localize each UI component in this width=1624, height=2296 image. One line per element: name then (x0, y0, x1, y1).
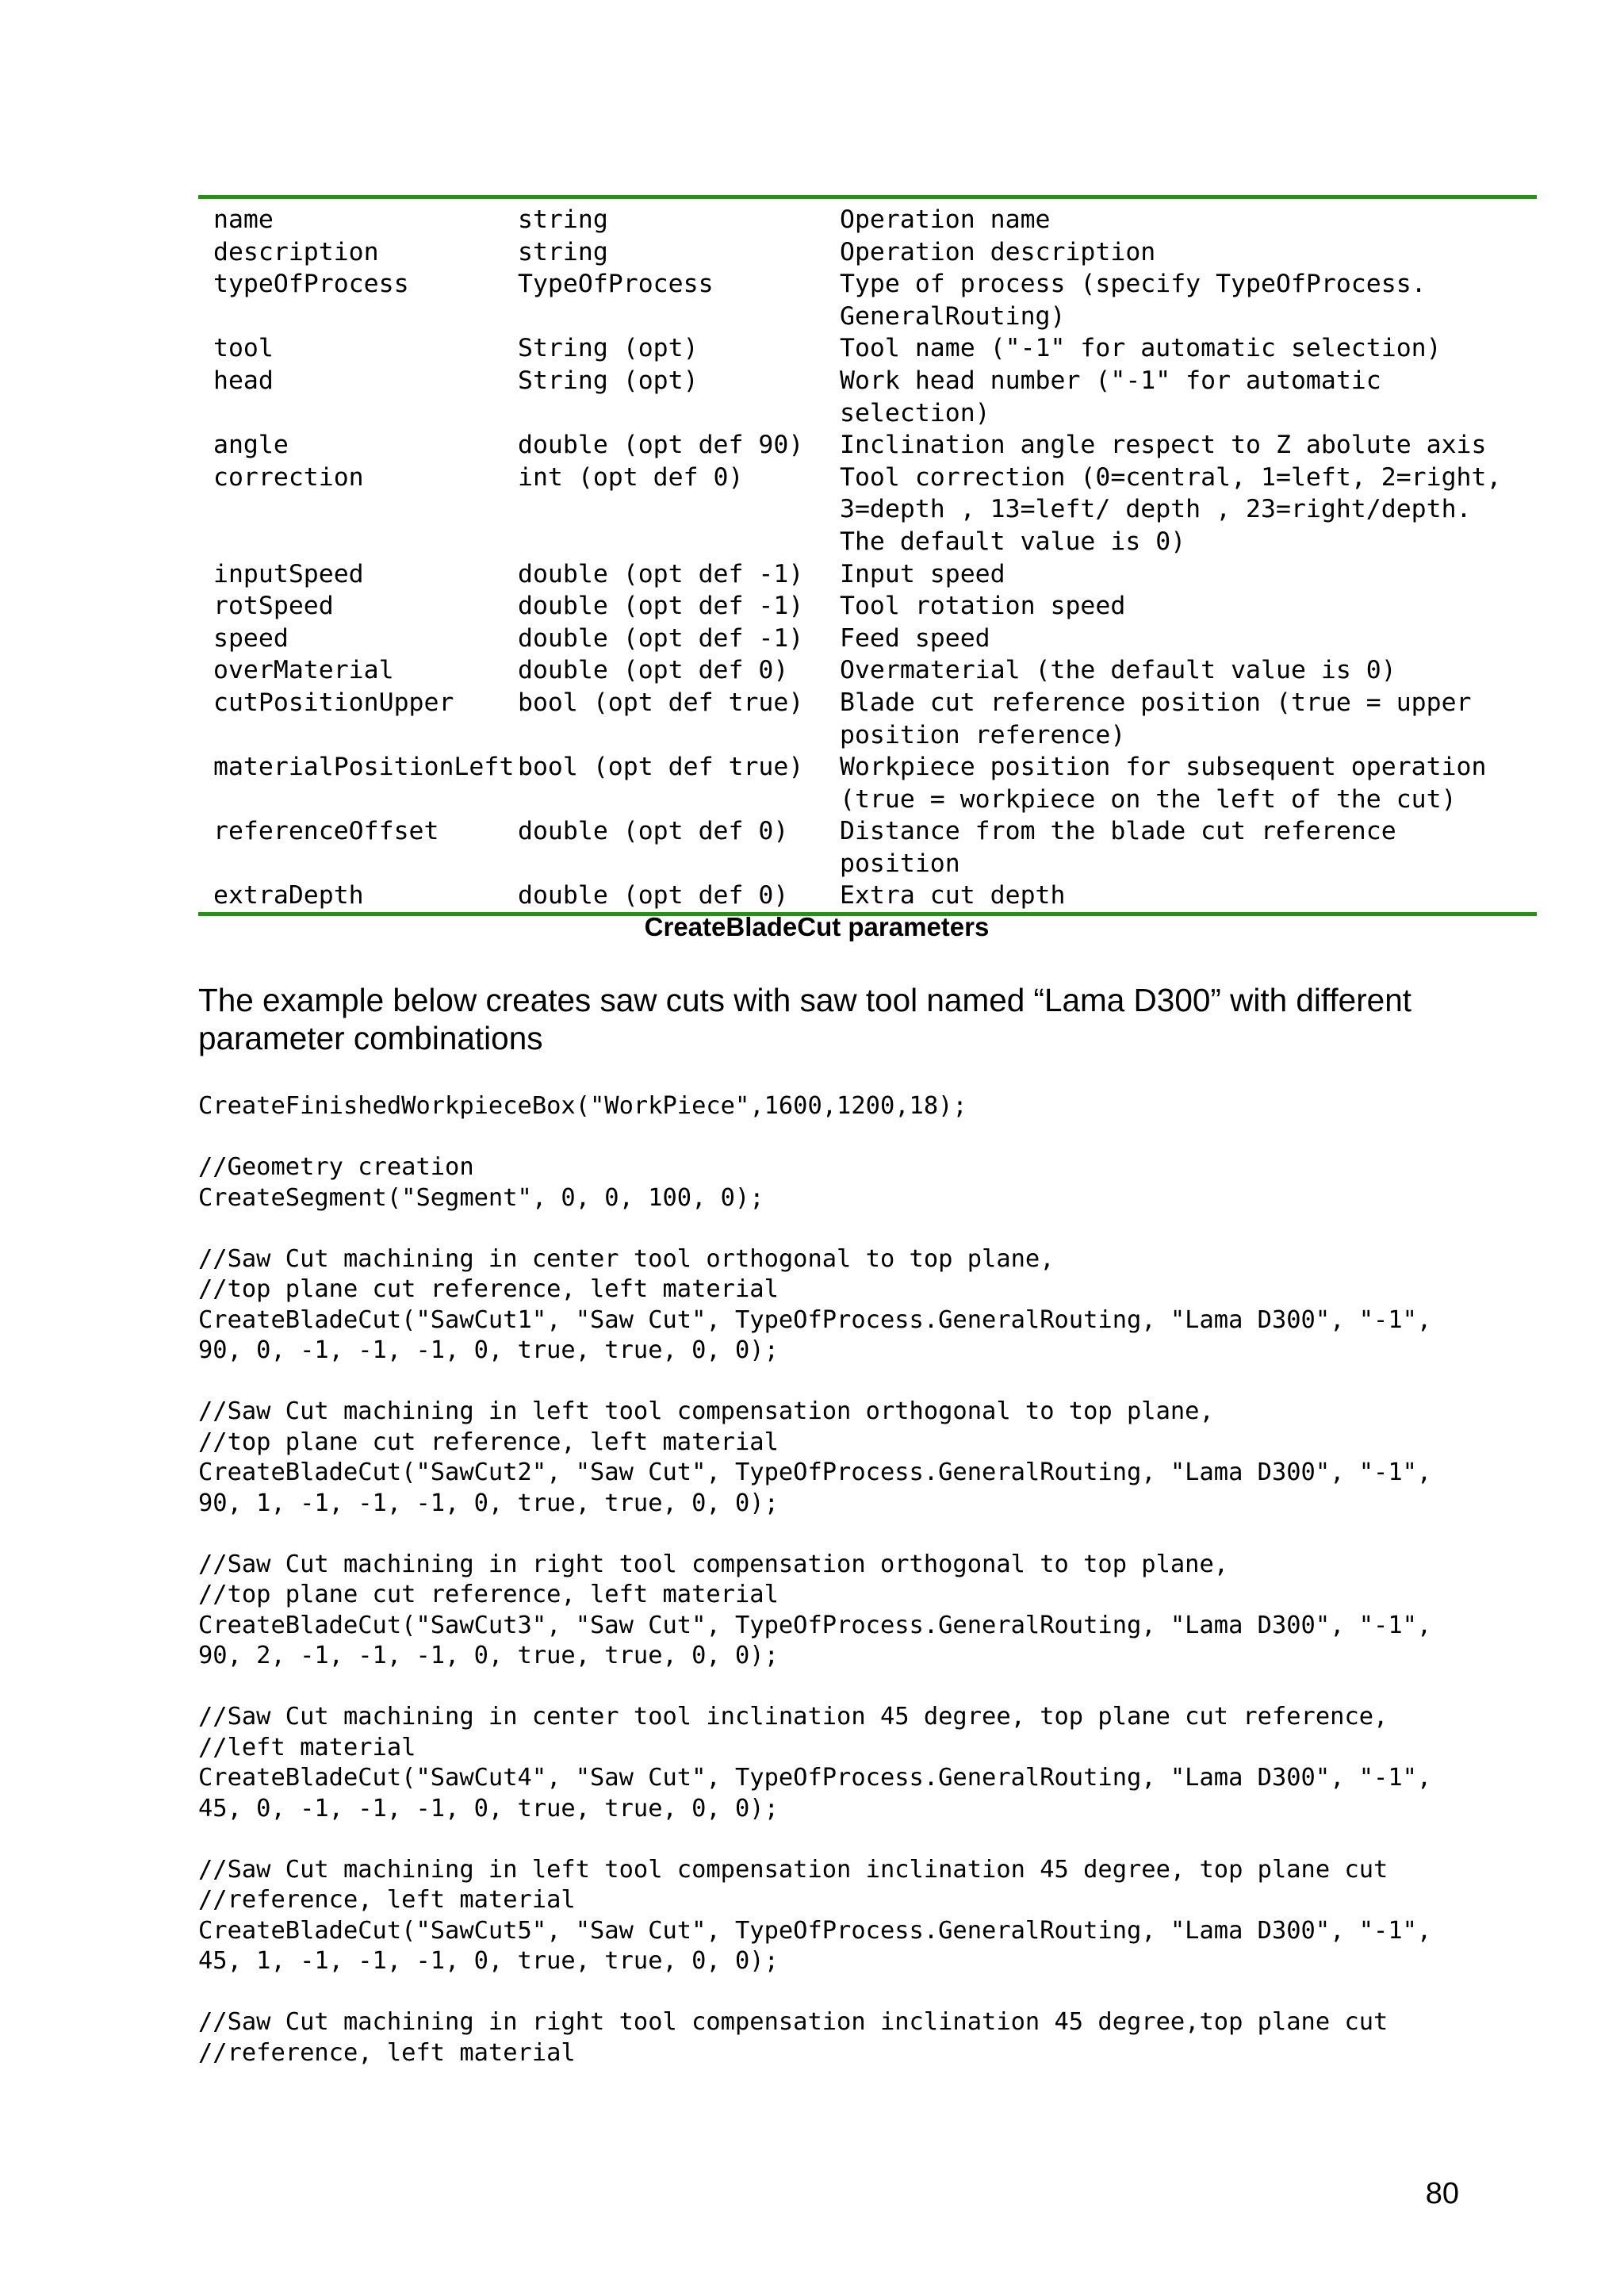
param-type: int (opt def 0) (518, 462, 744, 492)
code-line: //Saw Cut machining in right tool compensation inclination 45 degree,top plane cut (198, 2008, 1388, 2036)
code-line: //Saw Cut machining in left tool compensation inclination 45 degree, top plane cut (198, 1855, 1388, 1884)
param-type: bool (opt def true) (518, 688, 804, 717)
param-name: referenceOffset (213, 817, 439, 846)
param-name: overMaterial (213, 656, 394, 685)
code-line (198, 1672, 1546, 1703)
param-name: tool (213, 334, 274, 363)
code-line: //Saw Cut machining in center tool inclination 45 degree, top plane cut reference, (198, 1703, 1388, 1731)
code-line: //left material (198, 1733, 416, 1761)
intro-paragraph: The example below creates saw cuts with saw tool named “Lama D300” with different parameter combinations (198, 982, 1411, 1056)
table-row (198, 429, 1537, 462)
param-type: double (opt def -1) (518, 623, 804, 653)
table-row (198, 268, 1537, 332)
param-description: Tool rotation speed (840, 592, 1126, 621)
table-row (198, 687, 1537, 751)
code-line: //Saw Cut machining in left tool compensation orthogonal to top plane, (198, 1397, 1214, 1425)
page-number: 80 (1425, 2177, 1459, 2210)
param-description: Inclination angle respect to Z abolute axis (840, 431, 1487, 460)
code-line: //top plane cut reference, left material (198, 1428, 779, 1456)
code-line: //top plane cut reference, left material (198, 1581, 779, 1608)
param-description: Operation description (840, 237, 1156, 266)
code-line: 90, 1, -1, -1, -1, 0, true, true, 0, 0); (198, 1489, 779, 1517)
param-type: double (opt def 0) (518, 817, 789, 846)
param-description: Input speed (840, 559, 1005, 588)
code-line: //reference, left material (198, 2038, 576, 2067)
param-description: Extra cut depth (840, 881, 1066, 910)
code-line: 45, 0, -1, -1, -1, 0, true, true, 0, 0); (198, 1794, 779, 1823)
code-line: //Saw Cut machining in right tool compensation orthogonal to top plane, (198, 1550, 1229, 1578)
table-row (198, 623, 1537, 655)
param-description: Overmaterial (the default value is 0) (840, 656, 1396, 685)
table-row (198, 462, 1537, 558)
code-line: CreateBladeCut("SawCut3", "Saw Cut", TypeOfProcess.GeneralRouting, "Lama D300", "-1", (198, 1611, 1432, 1639)
param-description: Feed speed (840, 623, 990, 653)
table-row (198, 236, 1537, 269)
param-name: cutPositionUpper (213, 688, 454, 717)
code-line: 90, 2, -1, -1, -1, 0, true, true, 0, 0); (198, 1642, 779, 1669)
param-type: double (opt def -1) (518, 592, 804, 621)
code-line: CreateSegment("Segment", 0, 0, 100, 0); (198, 1183, 764, 1212)
param-name: rotSpeed (213, 592, 334, 621)
param-name: typeOfProcess (213, 270, 409, 299)
code-line: //top plane cut reference, left material (198, 1275, 779, 1303)
table-row (198, 654, 1537, 687)
code-line: CreateFinishedWorkpieceBox("WorkPiece",1600,1200,18); (198, 1092, 967, 1120)
code-line: CreateBladeCut("SawCut1", "Saw Cut", TypeOfProcess.GeneralRouting, "Lama D300", "-1", (198, 1305, 1432, 1334)
param-type: double (opt def 0) (518, 881, 789, 910)
param-type: TypeOfProcess (518, 270, 714, 299)
code-line (198, 1366, 1546, 1397)
parameters-table-body (198, 204, 1537, 912)
param-type: string (518, 237, 608, 266)
param-description: Operation name (840, 205, 1051, 234)
param-type: String (opt) (518, 334, 699, 363)
code-line (198, 1519, 1546, 1550)
table-row (198, 751, 1537, 815)
param-description: Type of process (specify TypeOfProcess. GeneralRouting) (840, 270, 1427, 331)
code-line: 90, 0, -1, -1, -1, 0, true, true, 0, 0); (198, 1336, 779, 1364)
param-type: string (518, 205, 608, 234)
code-line: //Saw Cut machining in center tool orthogonal to top plane, (198, 1244, 1055, 1273)
code-line: //reference, left material (198, 1886, 576, 1914)
code-example (198, 1091, 1546, 2068)
table-caption: CreateBladeCut parameters (644, 912, 990, 941)
param-description: Workpiece position for subsequent operation (true = workpiece on the left of the cut) (840, 753, 1487, 814)
param-type: double (opt def 90) (518, 431, 804, 460)
param-description: Tool name ("-1" for automatic selection) (840, 334, 1442, 363)
code-line: CreateBladeCut("SawCut4", "Saw Cut", TypeOfProcess.GeneralRouting, "Lama D300", "-1", (198, 1764, 1432, 1792)
table-row (198, 365, 1537, 429)
param-name: name (213, 205, 274, 234)
code-line: CreateBladeCut("SawCut2", "Saw Cut", TypeOfProcess.GeneralRouting, "Lama D300", "-1", (198, 1458, 1432, 1486)
param-description: Tool correction (0=central, 1=left, 2=right, 3=depth , 13=left/ depth , 23=right/depth. The default value is 0) (840, 462, 1502, 556)
param-type: double (opt def 0) (518, 656, 789, 685)
code-line (198, 1213, 1546, 1244)
code-line: CreateBladeCut("SawCut5", "Saw Cut", TypeOfProcess.GeneralRouting, "Lama D300", "-1", (198, 1916, 1432, 1945)
code-line (198, 1977, 1546, 2008)
table-row (198, 590, 1537, 623)
param-description: Work head number ("-1" for automatic selection) (840, 366, 1381, 427)
code-line: 45, 1, -1, -1, -1, 0, true, true, 0, 0); (198, 1947, 779, 1975)
code-line: //Geometry creation (198, 1153, 474, 1181)
param-name: description (213, 237, 379, 266)
table-row (198, 332, 1537, 365)
param-type: bool (opt def true) (518, 753, 804, 782)
param-name: extraDepth (213, 881, 364, 910)
param-name: materialPositionLeft (213, 753, 515, 782)
table-row (198, 558, 1537, 591)
param-name: head (213, 366, 274, 395)
param-type: String (opt) (518, 366, 699, 395)
code-line (198, 1824, 1546, 1855)
param-type: double (opt def -1) (518, 559, 804, 588)
param-description: Distance from the blade cut reference position (840, 817, 1396, 878)
table-row (198, 204, 1537, 236)
parameters-table (198, 195, 1537, 916)
param-description: Blade cut reference position (true = upper position reference) (840, 688, 1472, 749)
param-name: angle (213, 431, 289, 460)
param-name: speed (213, 623, 289, 653)
table-row (198, 880, 1537, 912)
code-line (198, 1122, 1546, 1153)
param-name: inputSpeed (213, 559, 364, 588)
param-name: correction (213, 462, 364, 492)
table-row (198, 815, 1537, 880)
